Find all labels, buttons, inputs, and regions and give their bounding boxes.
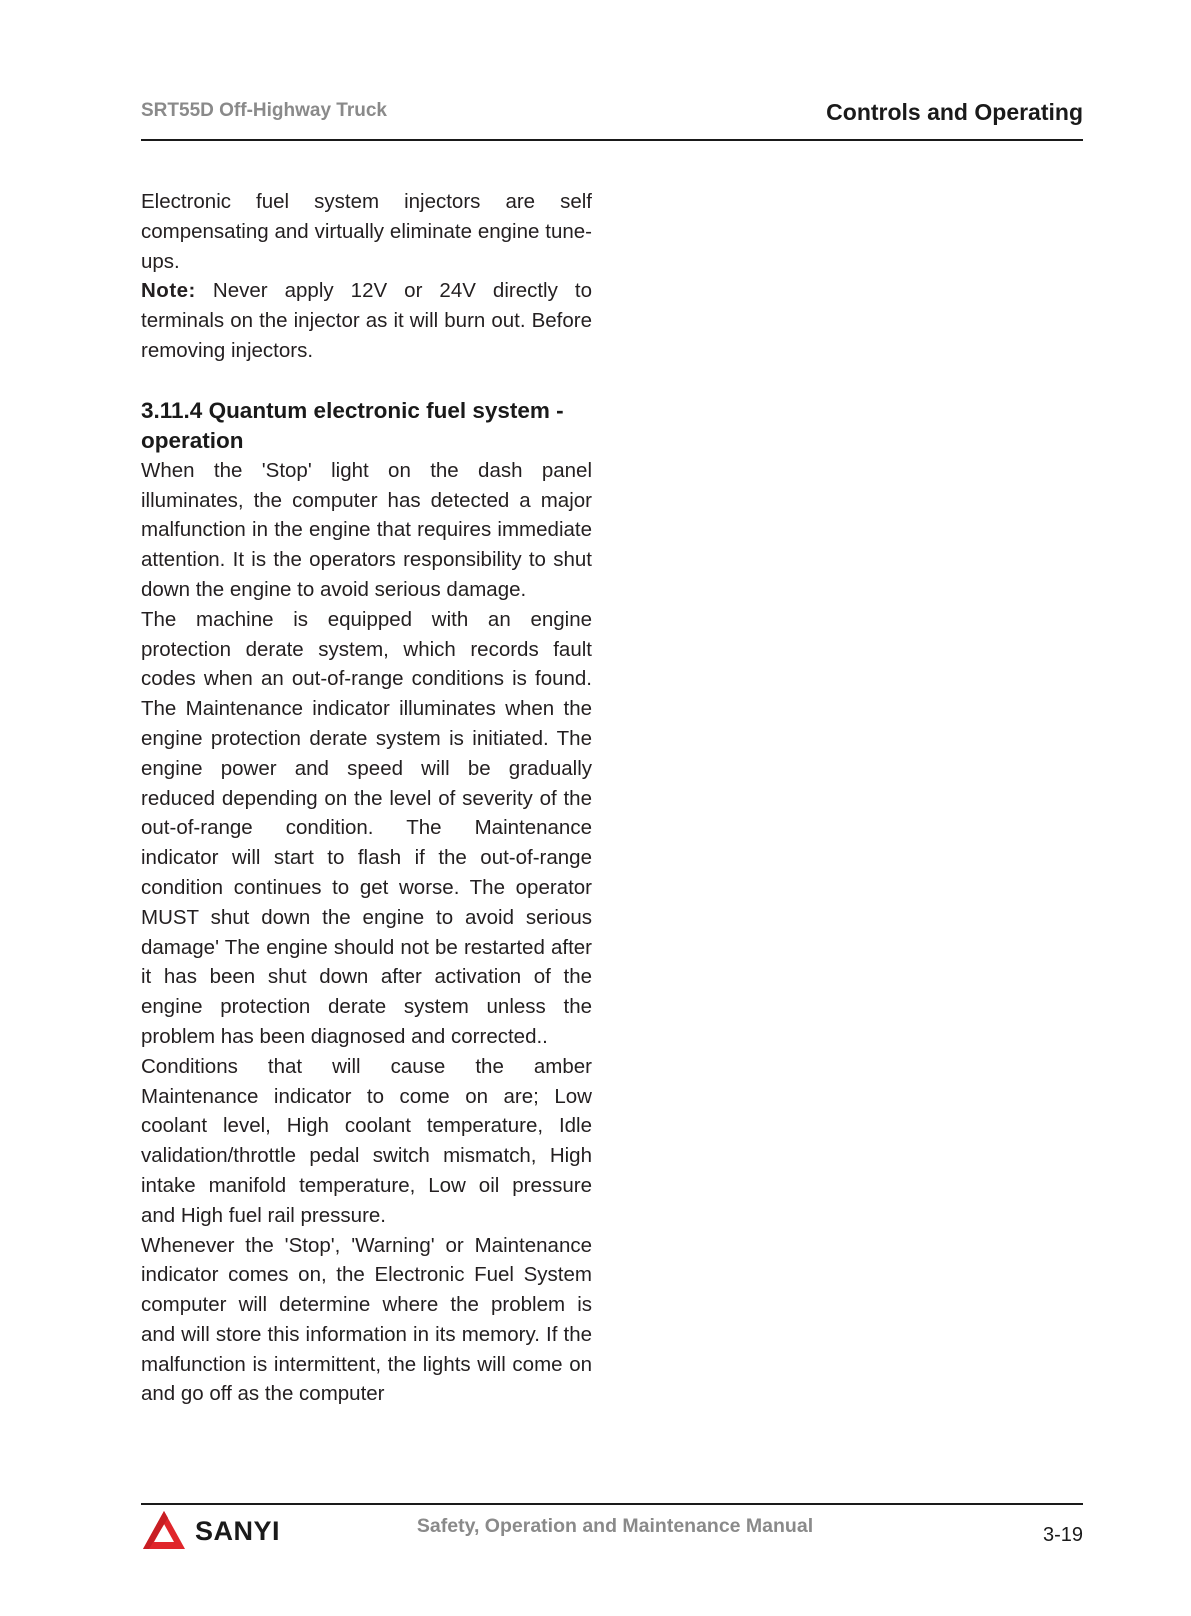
paragraph-injectors: Electronic fuel system injectors are self compensating and virtually eliminate engine tune-ups.	[141, 190, 592, 273]
note-label: Note:	[141, 279, 196, 303]
logo-wordmark: SANYI	[195, 1515, 281, 1546]
page-number: 3-19	[1042, 1524, 1083, 1546]
paragraph-derate-system: The machine is equipped with an engine protection derate system, which records fault codes when an out-of-range conditions is found. The Maintenance indicator illuminates when the engine protection derate system is initiated. The engine power and speed will be gradually reduced depending on the level of severity of the out-of-range condition. The Maintenance indicator will start to flash if the out-of-range condition continues to get worse. The operator MUST shut down the engine to avoid serious damage' The engine should not be restarted after it has been shut down after activation of the engine protection derate system unless the problem has been diagnosed and corrected..	[141, 607, 592, 1048]
spacer	[141, 366, 592, 396]
section-heading: 3.11.4 Quantum electronic fuel system - operation	[141, 397, 564, 453]
header-divider	[141, 139, 1083, 141]
document-title: SRT55D Off-Highway Truck	[141, 100, 387, 121]
note-text: Never apply 12V or 24V directly to terminals on the injector as it will burn out. Before removing injectors.	[141, 279, 592, 362]
paragraph-conditions: Conditions that will cause the amber Maintenance indicator to come on are; Low coolant level, High coolant temperature, Idle validation/throttle pedal switch mismatch, High intake manifold temperature, Low oil pressure and High fuel rail pressure.	[141, 1054, 592, 1227]
section-title: Controls and Operating	[826, 99, 1083, 125]
footer-divider	[141, 1503, 1083, 1505]
paragraph-stop-light: When the 'Stop' light on the dash panel illuminates, the computer has detected a major malfunction in the engine that requires immediate attention. It is the operators responsibility to shut down the engine to avoid serious damage.	[141, 458, 592, 601]
manual-title: Safety, Operation and Maintenance Manual	[416, 1515, 814, 1537]
text-column	[141, 187, 592, 1409]
note-paragraph	[141, 276, 592, 365]
paragraph-computer-memory: Whenever the 'Stop', 'Warning' or Maintenance indicator comes on, the Electronic Fuel System computer will determine where the problem is and will store this information in its memory. If the malfunction is intermittent, the lights will come on and go off as the computer	[141, 1233, 592, 1406]
